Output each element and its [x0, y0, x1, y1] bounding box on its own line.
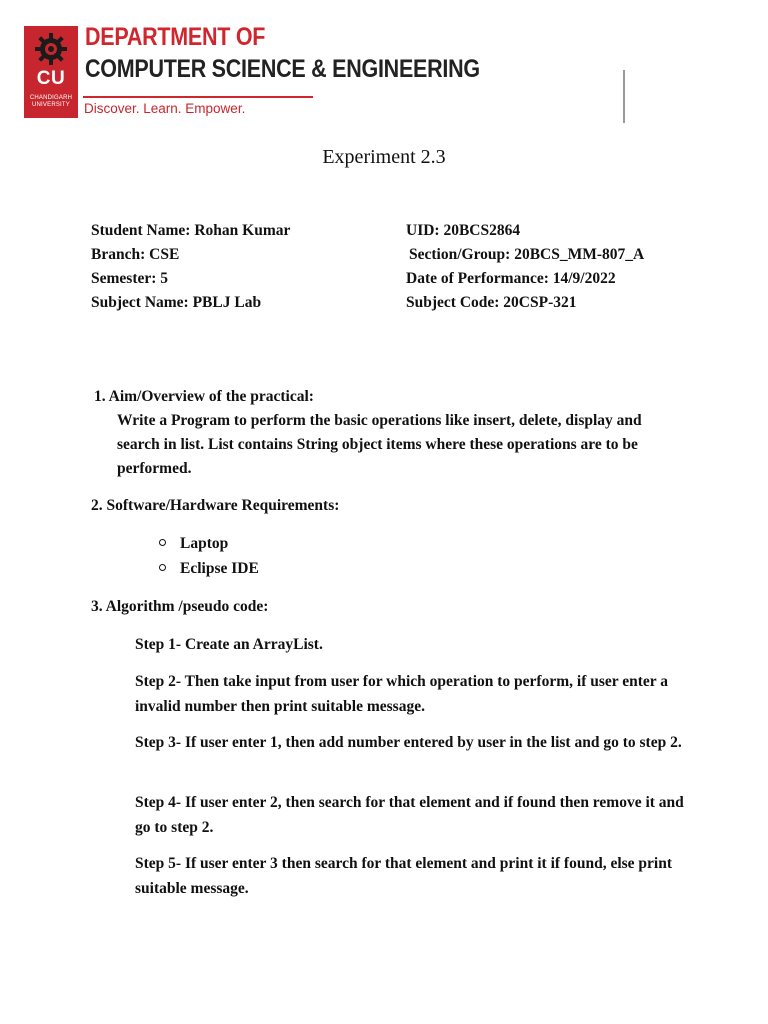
algorithm-step: Step 3- If user enter 1, then add number entered by user in the list and go to step 2.: [135, 734, 682, 751]
department-header: [24, 23, 724, 126]
branch: Branch: CSE: [91, 246, 180, 263]
aim-heading: 1. Aim/Overview of the practical:: [94, 388, 314, 405]
logo-cu-text: CU: [36, 68, 66, 89]
gear-emblem-icon: [33, 31, 69, 67]
department-subtitle: COMPUTER SCIENCE & ENGINEERING: [85, 55, 480, 83]
algorithm-step: Step 2- Then take input from user for which operation to perform, if user enter a invalid number then print suitable message.: [135, 673, 669, 715]
date-of-performance: Date of Performance: 14/9/2022: [406, 270, 616, 287]
bullet-circle-icon: [159, 564, 166, 571]
department-title: DEPARTMENT OF: [85, 23, 266, 51]
semester: Semester: 5: [91, 270, 169, 287]
algorithm-heading: 3. Algorithm /pseudo code:: [91, 598, 269, 615]
header-vertical-rule: [623, 70, 625, 123]
tagline: Discover. Learn. Empower.: [84, 101, 246, 116]
university-logo: [24, 26, 78, 118]
section-group: Section/Group: 20BCS_MM-807_A: [409, 246, 645, 263]
student-name: Student Name: Rohan Kumar: [91, 222, 291, 239]
student-uid: UID: 20BCS2864: [406, 222, 521, 239]
bullet-circle-icon: [159, 539, 166, 546]
subject-name: Subject Name: PBLJ Lab: [91, 294, 262, 311]
logo-university-text: CHANDIGARH UNIVERSITY: [29, 95, 73, 108]
algorithm-step: Step 4- If user enter 2, then search for that element and if found then remove it and go to step 2.: [135, 794, 684, 836]
aim-text: Write a Program to perform the basic operations like insert, delete, display and search in list. List contains String object items where these operations are to be performed.: [117, 412, 642, 477]
requirement-item: Eclipse IDE: [159, 560, 259, 578]
subject-code: Subject Code: 20CSP-321: [406, 294, 577, 311]
algorithm-step: Step 5- If user enter 3 then search for that element and print it if found, else print suitable message.: [135, 855, 673, 897]
header-divider: [83, 96, 313, 98]
requirements-heading: 2. Software/Hardware Requirements:: [91, 497, 340, 514]
page-title: Experiment 2.3: [322, 146, 446, 168]
requirement-item: Laptop: [159, 535, 228, 553]
algorithm-step: Step 1- Create an ArrayList.: [135, 636, 323, 653]
